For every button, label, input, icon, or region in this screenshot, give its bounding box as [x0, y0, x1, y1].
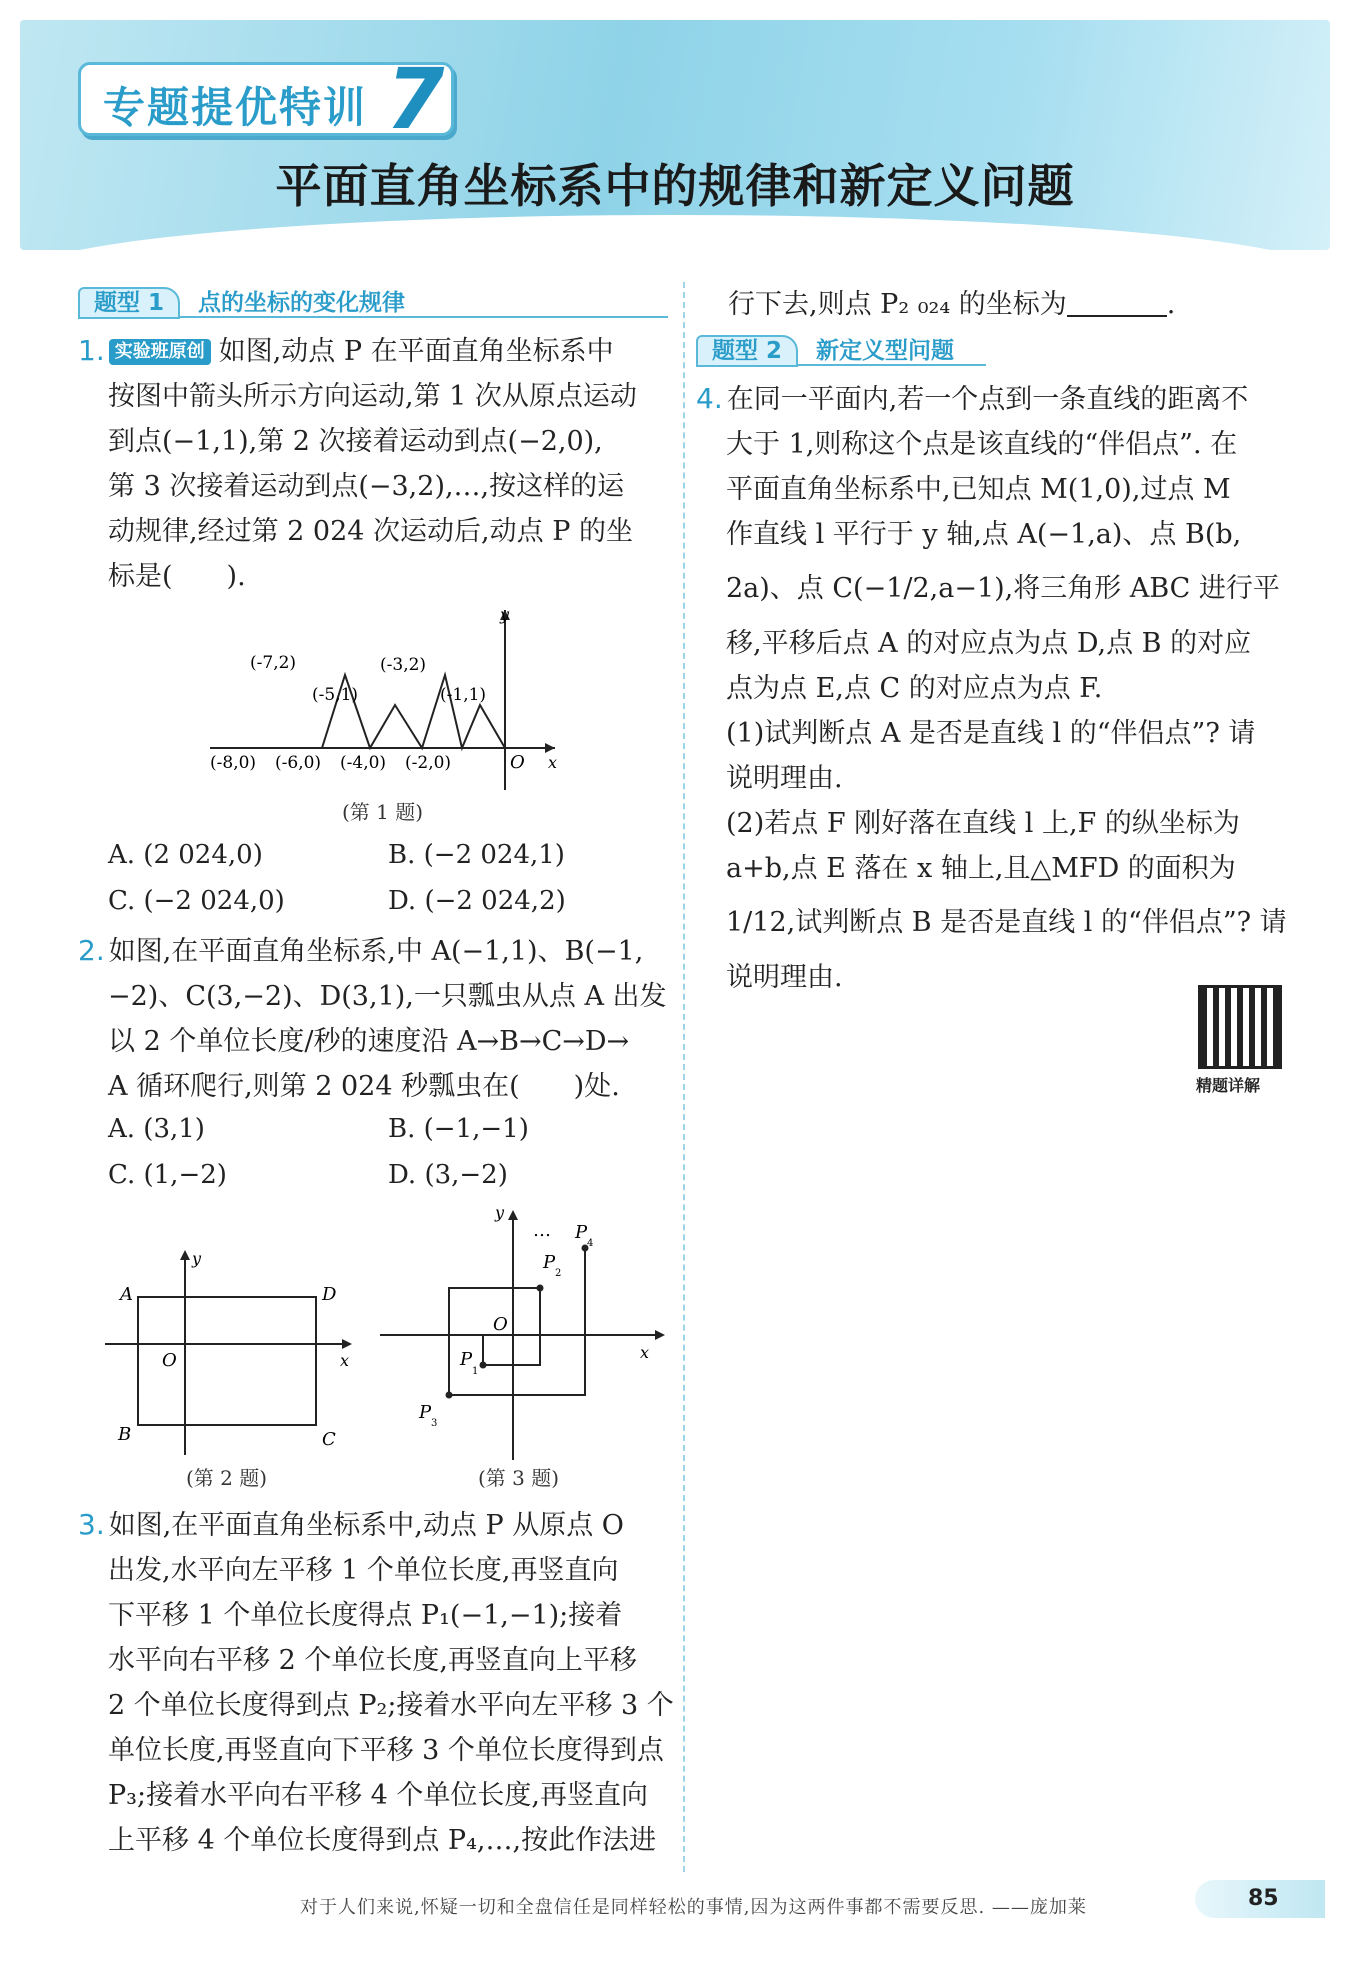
q1-line: 动规律,经过第 2 024 次运动后,动点 P 的坐	[108, 516, 633, 547]
q1-line: 到点(−1,1),第 2 次接着运动到点(−2,0),	[108, 426, 603, 457]
fig2-origin: O	[162, 1350, 177, 1371]
fig3-sub-p4: 4	[587, 1238, 594, 1249]
q4-line: 大于 1,则称这个点是该直线的“伴侣点”. 在	[726, 429, 1238, 460]
point-p1	[480, 1362, 487, 1369]
fig3-origin: O	[493, 1314, 508, 1335]
q4-line: 说明理由.	[726, 763, 843, 794]
answer-blank[interactable]	[1067, 291, 1167, 317]
column-divider	[683, 282, 685, 1872]
fig2-x-label: x	[340, 1351, 350, 1370]
q4-line: 作直线 l 平行于 y 轴,点 A(−1,a)、点 B(b,	[726, 519, 1242, 550]
q4-line: 在同一平面内,若一个点到一条直线的距离不	[726, 384, 1249, 415]
figure-1	[200, 600, 580, 790]
fig2-label-b: B	[118, 1424, 132, 1445]
q3-continued-text: 行下去,则点 P₂ ₀₂₄ 的坐标为	[728, 289, 1067, 320]
q3-line: 如图,在平面直角坐标系中,动点 P 从原点 O	[108, 1510, 624, 1541]
q4-line: 平面直角坐标系中,已知点 M(1,0),过点 M	[726, 474, 1231, 505]
qr-code[interactable]	[1198, 985, 1282, 1069]
fig3-sub-p2: 2	[555, 1268, 562, 1279]
q2-option-a[interactable]: A. (3,1)	[108, 1114, 205, 1144]
spiral-path	[449, 1248, 585, 1395]
q1-line: 标是( ).	[108, 561, 246, 592]
fig3-label-p1: P	[460, 1349, 473, 1370]
q1-line: 如图,动点 P 在平面直角坐标系中	[218, 336, 614, 367]
figure-3-caption: (第 3 题)	[478, 1466, 560, 1490]
fig2-label-a: A	[120, 1284, 133, 1305]
q3-number: 3.	[78, 1508, 105, 1541]
q1-badge: 实验班原创	[109, 339, 211, 365]
fig3-dots: …	[533, 1220, 551, 1241]
footer-quote: 对于人们来说,怀疑一切和全盘信任是同样轻松的事情,因为这两件事都不需要反思. ——庞加莱	[300, 1897, 1087, 1918]
q4-line: 2a)、点 C(−1/2,a−1),将三角形 ABC 进行平	[726, 573, 1280, 604]
fig2-label-d: D	[322, 1284, 337, 1305]
fig1-y-label: y	[500, 605, 510, 624]
figure-3	[375, 1200, 670, 1465]
q3-line: 上平移 4 个单位长度得到点 P₄,…,按此作法进	[108, 1825, 657, 1856]
q2-option-b[interactable]: B. (−1,−1)	[388, 1114, 529, 1144]
q3-line: 水平向右平移 2 个单位长度,再竖直向上平移	[108, 1645, 637, 1676]
fig2-y-label: y	[192, 1249, 202, 1268]
page-title: 平面直角坐标系中的规律和新定义问题	[275, 159, 1075, 213]
fig3-x-label: x	[640, 1343, 650, 1362]
fig3-y-label: y	[495, 1203, 505, 1222]
section-1-header	[78, 284, 668, 318]
figure-2	[100, 1240, 360, 1460]
q4-line: (2)若点 F 刚好落在直线 l 上,F 的纵坐标为	[726, 808, 1240, 839]
fig1-x-label: x	[548, 753, 558, 772]
q2-line: 以 2 个单位长度/秒的速度沿 A→B→C→D→	[108, 1026, 630, 1057]
question-1	[78, 328, 668, 599]
fig1-point-label: (-1,1)	[440, 685, 487, 705]
fig2-label-c: C	[322, 1429, 336, 1450]
section-1-tag: 题型 1	[78, 287, 180, 319]
q3-line: P₃;接着水平向右平移 4 个单位长度,再竖直向	[108, 1780, 649, 1811]
q4-line: 说明理由.	[726, 962, 843, 993]
badge-number: 7	[386, 50, 445, 148]
q3-end: .	[1166, 289, 1176, 320]
q2-line: A 循环爬行,则第 2 024 秒瓢虫在( )处.	[108, 1071, 620, 1102]
fig1-axis-label: (-8,0)	[210, 753, 257, 773]
badge-text: 专题提优特训	[103, 83, 368, 132]
fig3-label-p3: P	[419, 1402, 432, 1423]
q3-line: 出发,水平向左平移 1 个单位长度,再竖直向	[108, 1555, 619, 1586]
section-2-header	[696, 332, 986, 366]
q3-line: 下平移 1 个单位长度得点 P₁(−1,−1);接着	[108, 1600, 623, 1631]
section-1-label: 点的坐标的变化规律	[198, 290, 406, 316]
fig1-origin: O	[510, 752, 525, 773]
point-p3	[446, 1392, 453, 1399]
q1-line: 按图中箭头所示方向运动,第 1 次从原点运动	[108, 381, 637, 412]
fig1-point-label: (-7,2)	[250, 653, 297, 673]
q1-line: 第 3 次接着运动到点(−3,2),…,按这样的运	[108, 471, 625, 502]
point-p2	[537, 1285, 544, 1292]
qr-label: 精题详解	[1196, 1076, 1261, 1095]
q4-line: 点为点 E,点 C 的对应点为点 F.	[726, 673, 1103, 704]
question-2	[78, 928, 678, 1109]
q1-option-a[interactable]: A. (2 024,0)	[108, 840, 263, 870]
q4-line: 1/12,试判断点 B 是否是直线 l 的“伴侣点”? 请	[726, 907, 1287, 938]
fig1-axis-label: (-6,0)	[275, 753, 322, 773]
question-3	[78, 1502, 678, 1863]
section-2-tag: 题型 2	[696, 335, 798, 367]
q2-line: 如图,在平面直角坐标系,中 A(−1,1)、B(−1,	[108, 936, 644, 967]
fig3-sub-p1: 1	[472, 1366, 479, 1377]
q3-continuation	[728, 282, 1308, 327]
fig1-axis-label: (-4,0)	[340, 753, 387, 773]
q3-line: 单位长度,再竖直向下平移 3 个单位长度得到点	[108, 1735, 664, 1766]
q3-line: 2 个单位长度得到点 P₂;接着水平向左平移 3 个	[108, 1690, 674, 1721]
q2-option-c[interactable]: C. (1,−2)	[108, 1160, 227, 1190]
q4-line: (1)试判断点 A 是否是直线 l 的“伴侣点”? 请	[726, 718, 1256, 749]
q1-option-b[interactable]: B. (−2 024,1)	[388, 840, 565, 870]
section-2-label: 新定义型问题	[816, 338, 955, 364]
fig3-label-p2: P	[543, 1252, 556, 1273]
fig1-point-label: (-5,1)	[312, 685, 359, 705]
q2-number: 2.	[78, 934, 105, 967]
page-number: 85	[1248, 1886, 1279, 1911]
fig3-label-p4: P	[575, 1222, 588, 1243]
q2-option-d[interactable]: D. (3,−2)	[388, 1160, 508, 1190]
figure-1-caption: (第 1 题)	[342, 800, 424, 824]
q4-line: a+b,点 E 落在 x 轴上,且△MFD 的面积为	[726, 853, 1236, 884]
fig1-point-label: (-3,2)	[380, 655, 427, 675]
q2-line: −2)、C(3,−2)、D(3,1),一只瓢虫从点 A 出发	[108, 981, 667, 1012]
q4-line: 移,平移后点 A 的对应点为点 D,点 B 的对应	[726, 628, 1252, 659]
q1-number: 1.	[78, 334, 105, 367]
fig1-axis-label: (-2,0)	[405, 753, 452, 773]
q1-option-d[interactable]: D. (−2 024,2)	[388, 886, 566, 916]
fig3-sub-p3: 3	[431, 1418, 438, 1429]
q1-option-c[interactable]: C. (−2 024,0)	[108, 886, 285, 916]
figure-2-caption: (第 2 题)	[186, 1466, 268, 1490]
q4-number: 4.	[696, 382, 723, 415]
question-4	[696, 376, 1296, 1000]
